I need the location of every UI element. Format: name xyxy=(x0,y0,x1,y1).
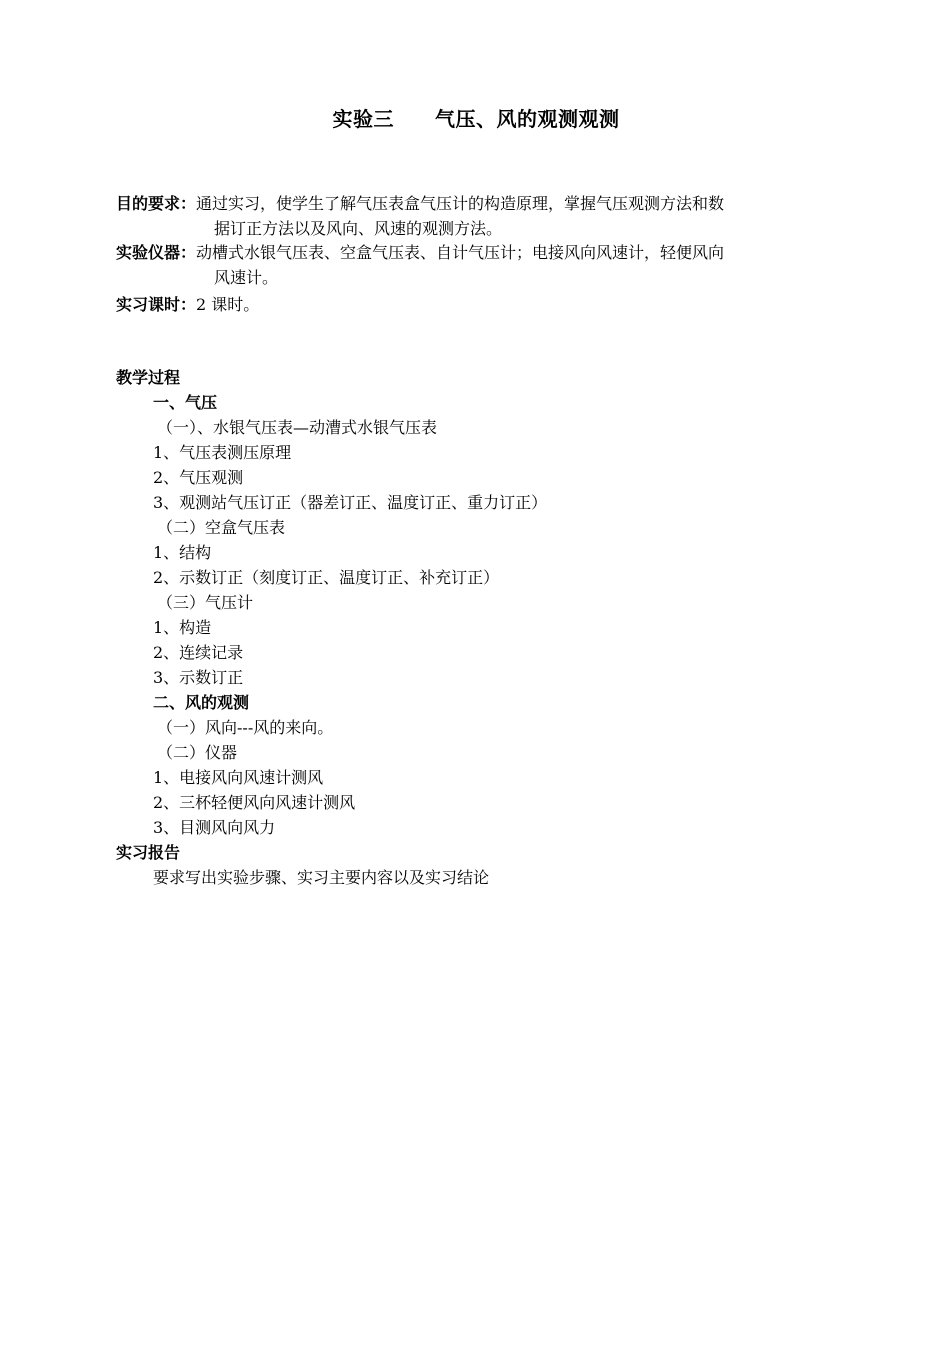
section1-item: 2、连续记录 xyxy=(153,643,244,662)
section2-item: 3、目测风向风力 xyxy=(153,818,276,837)
section1-item: 3、示数订正 xyxy=(153,668,244,687)
requirement-purpose xyxy=(116,191,846,241)
report-heading: 实习报告 xyxy=(116,843,181,862)
document-title: 实验三 气压、风的观测观测 xyxy=(332,107,620,131)
teaching-heading: 教学过程 xyxy=(116,368,181,387)
section1-item: （一）、水银气压表—动漕式水银气压表 xyxy=(157,418,438,437)
purpose-text-1: 通过实习，使学生了解气压表盒气压计的构造原理，掌握气压观测方法和数 xyxy=(196,194,725,213)
section1-heading: 一、气压 xyxy=(153,393,218,412)
instruments-text-2: 风速计。 xyxy=(214,268,279,287)
purpose-text-2: 据订正方法以及风向、风速的观测方法。 xyxy=(214,219,503,238)
section1-item: 1、构造 xyxy=(153,618,212,637)
section1-item: 2、气压观测 xyxy=(153,468,244,487)
instruments-text-1: 动槽式水银气压表、空盒气压表、自计气压计；电接风向风速计，轻便风向 xyxy=(196,243,725,262)
requirement-hours xyxy=(116,292,846,317)
section2-heading: 二、风的观测 xyxy=(153,693,250,712)
section2-item: 2、三杯轻便风向风速计测风 xyxy=(153,793,356,812)
section1-item: （三）气压计 xyxy=(157,593,254,612)
section1-item: 1、气压表测压原理 xyxy=(153,443,292,462)
hours-label: 实习课时： xyxy=(116,295,197,314)
report-text: 要求写出实验步骤、实习主要内容以及实习结论 xyxy=(153,868,490,887)
section1-item: 2、示数订正（刻度订正、温度订正、补充订正） xyxy=(153,568,500,587)
section1-item: 1、结构 xyxy=(153,543,212,562)
section1-item: 3、观测站气压订正（器差订正、温度订正、重力订正） xyxy=(153,493,548,512)
section2-item: 1、电接风向风速计测风 xyxy=(153,768,324,787)
section2-item: （一）风向---风的来向。 xyxy=(157,718,334,737)
purpose-label: 目的要求： xyxy=(116,194,197,213)
section2-item: （二）仪器 xyxy=(157,743,238,762)
requirement-instruments xyxy=(116,240,846,290)
instruments-label: 实验仪器： xyxy=(116,243,197,262)
hours-text: 2 课时。 xyxy=(196,295,260,314)
section1-item: （二）空盒气压表 xyxy=(157,518,286,537)
